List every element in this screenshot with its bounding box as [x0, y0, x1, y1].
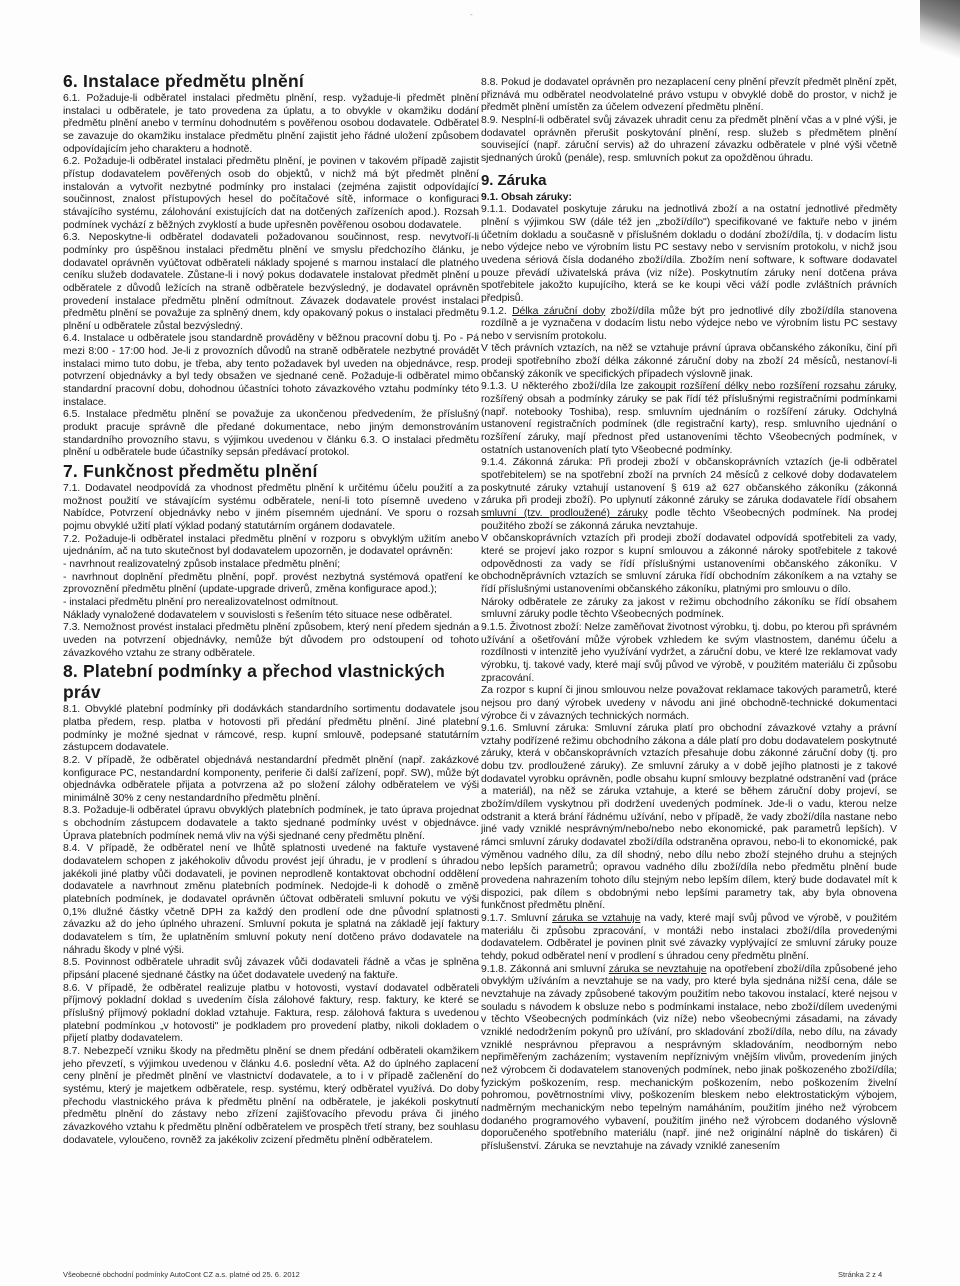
section-6-heading: 6. Instalace předmětu plnění	[63, 71, 304, 91]
section-7-heading: 7. Funkčnost předmětu plnění	[63, 461, 318, 482]
section-9-heading: 9. Záruka	[481, 171, 547, 189]
paragraph-6-3: 6.3. Neposkytne-li odběratel dodavateli požadovanou součinnost, resp. nevytvoří-li podmínky pro úspěšnou instalaci předmětu plnění ve smyslu předchozího článku, je dodavatel oprávněn vyúčtovat odběrateli náklady spojené s marnou instalací dle platného ceníku služeb dodavatele. Zůstane-li i nový pokus dodavatele instalovat předmět plnění u odběratele z důvodů ležících na straně odběratele bezvýsledný, je dodavatel oprávněn provedení instalace předmětu plnění odmítnout. Závazek dodavatele provést instalaci předmětu plnění se považuje za splněný dnem, kdy opakovaný pokus o instalaci předmětu plnění u odběratele zůstal bezvýsledný.	[63, 232, 479, 332]
paragraph-6-1: 6.1. Požaduje-li odběratel instalaci předmětu plnění, resp. vyžaduje-li předmět plnění instalaci u odběratele, je tato provedena za úplatu, a to obvykle v okamžiku dodání předmětu plnění anebo v termínu dohodnutém s pověřenou osobou dodavatele. Odběratel se zavazuje do okamžiku instalace předmětu plnění zajistit jeho řádné uložení způsobem odpovídajícím jeho charakteru a hodnotě.	[63, 93, 479, 155]
paragraph-8-9: 8.9. Nesplní-li odběratel svůj závazek uhradit cenu za předmět plnění včas a v plné výši, je dodavatel oprávněn přerušit poskytování plnění, resp. služeb s předmětem plnění související (např. záruční servis) až do uhrazení závazku odběratele v plné výši včetně sjednaných úroků (penále), resp. smluvních pokut za opožděnou úhradu.	[481, 114, 897, 164]
scan-shadow	[920, 0, 960, 60]
paragraph-7-3: 7.3. Nemožnost provést instalaci předmětu plnění způsobem, který není předem sjednán a uveden na potvrzení objednávky, nemůže být důvodem pro odstoupení od tohoto závazkového vztahu ze strany odběratele.	[63, 622, 479, 659]
paragraph-9-1-3	[481, 381, 897, 457]
paragraph-9-1-2-text: zboží/díla může být pro jednotlivé díly zboží/díla stanovena rozdílně a je vyznačena v dodacím listu nebo výdejce nebo ve výrobním listu PC sestavy nebo v servisním protokolu.	[481, 305, 897, 342]
footer-document-title: Všeobecné obchodní podmínky AutoCont CZ a.s. platné od 25. 6. 2012	[63, 1270, 300, 1279]
paragraph-6-2: 6.2. Požaduje-li odběratel instalaci předmětu plnění, je povinen v takovém případě zajistit přístup dodavatelem pověřených osob do objektů, v nichž má být předmět plnění instalován a vytvořit nezbytné podmínky pro instalaci (zejména zajistit odpovídající součinnost, znalost přístupových hesel do počítačové sítě, informace o konfiguraci stávajícího systému, zálohování existujících dat na dotčených zařízeních apod.). Rozsah podmínek vychází z běžných zvyklostí a bude upřesněn pověřenou osobou dodavatele.	[63, 156, 479, 231]
footer-page-number: Stránka 2 z 4	[838, 1270, 883, 1279]
paragraph-9-1-8-underlined: záruka se nevztahuje	[608, 963, 707, 975]
paragraph-7-2: 7.2. Požaduje-li odběratel instalaci předmětu plnění v rozporu s obvyklým užitím anebo ujednáním, ač na tuto skutečnost byl dodavatelem upozorněn, je dodavatel oprávněn:	[63, 533, 479, 558]
paragraph-8-6: 8.6. V případě, že odběratel realizuje platbu v hotovosti, vystaví dodavatel odběrateli příjmový pokladní doklad s uvedením čísla zálohové faktury, resp. faktury, ke které se příslušný příjmový pokladní doklad vztahuje. Faktura, resp. zálohová faktura s uvedenou platební podmínkou „v hotovosti" je podkladem pro provedení platby, nikoli dokladem o přijetí platby dodavatelem.	[63, 982, 479, 1045]
paragraph-8-5: 8.5. Povinnost odběratele uhradit svůj závazek vůči dodavateli řádně a včas je splněna připsání placené sjednané částky na účet dodavatele uvedený na faktuře.	[63, 957, 479, 981]
right-column	[481, 77, 897, 1153]
paragraph-7-1: 7.1. Dodavatel neodpovídá za vhodnost předmětu plnění k určitému účelu použití a za možnost použití ve stávajícím systému odběratele, není-li toto písemně uvedeno v Nabídce, Potvrzení objednávky nebo v jiném písemném ujednání. Ve sporu o rozsah pojmu obvyklé užití platí výklad podaný statutárním orgánem dodavatele.	[63, 483, 479, 532]
paragraph-8-1: 8.1. Obvyklé platební podmínky při dodávkách standardního sortimentu dodavatele jsou platba předem, resp. platba v hotovosti při předání předmětu plnění. Jiné platební podmínky je možné sjednat v rámcové, resp. kupní smlouvě, podepsané statutárním zástupcem dodavatele.	[63, 704, 479, 754]
paragraph-9-1-7-number: 9.1.7. Smluvní	[481, 913, 553, 924]
paragraph-9-1-4-number: 9.1.4. Zákonná záruka: Při prodeji zboží v občanskoprávních vztazích (je-li odběratel spotřebitelem) se na spotřební zboží na prvních 24 měsíců z celkové doby dodavatelem poskytnuté záruky vztahují ustanovení § 619 až 627 občanského zákoníku (zákonná záruka při prodeji zboží). Po uplynutí zákonné záruky se záruka dodavatele řídí obsahem	[481, 457, 897, 507]
paragraph-9-1-4-c: Nároky odběratele ze záruky za jakost v režimu obchodního zákoníku se řídí obsahem smluvní záruky podle těchto Všeobecných podmínek.	[481, 596, 897, 621]
paragraph-8-2: 8.2. V případě, že odběratel objednává nestandardní předmět plnění (např. zakázkové konfigurace PC, nestandardní komponenty, periferie či další zařízení, popř. SW), může být objednávka odběratele přijata a potvrzena až po složení zálohy odběratelem ve výši minimálně 30% z ceny nestandardního předmětu plnění.	[63, 754, 479, 804]
paragraph-9-1-5: 9.1.5. Životnost zboží: Nelze zaměňovat životnost výrobku, tj. dobu, po kterou při správném užívání a ošetřování může výrobek vzhledem ke svým vlastnostem, danému účelu a rozdílnosti v intenzitě jeho využívání vydržet, a záruční dobu, ve které lze reklamovat vady výrobku, tj. takové vady, které mají svůj původ ve výrobě, v použitém materiálu či způsobu zpracování.	[481, 621, 897, 684]
paragraph-8-7: 8.7. Nebezpečí vzniku škody na předmětu plnění se dnem předání odběrateli okamžikem jeho převzetí, s výjimkou uvedenou v článku 4.6. poslední věta. Až do úplného zaplacení ceny plnění je předmět plnění ve vlastnictví dodavatele, a to i v případě začlenění do systému, který je majetkem odběratele, resp. systému, který odběratel využívá. Do doby přechodu vlastnického práva k předmětu plnění na odběratele, je jakékoli poskytnutí předmětu plnění do zástavy nebo zřízení zajišťovacího převodu práva či jiného závazkového vztahu k předmětu plnění odběratelem ve prospěch třetí strany, bez souhlasu dodavatele, vyloučeno, rovněž za jakékoliv zcizení předmětu plnění odběratelem.	[63, 1045, 479, 1146]
paragraph-9-1-4-b: V občanskoprávních vztazích při prodeji zboží dodavatel odpovídá spotřebiteli za vady, které se projeví jako rozpor s kupní smlouvou a zákonné nároky spotřebitele z takové odpovědnosti za vady se řídí příslušnými ustanoveními občanského zákoníku. V obchodněprávních vztazích se smluvní záruka řídí obchodním zákoníkem a na vztahy se řídí příslušnými ustanoveními občanského zákoníku, platnými pro smlouvu o dílo.	[481, 533, 897, 595]
paragraph-9-1-3-underlined: zakoupit rozšíření délky nebo rozšíření rozsahu záruky	[637, 381, 895, 393]
paragraph-9-1-3-number: 9.1.3. U některého zboží/díla lze	[481, 381, 638, 393]
paragraph-8-8: 8.8. Pokud je dodavatel oprávněn pro nezaplacení ceny plnění převzít předmět plnění zpět, přiznává mu odběratel neodvolatelné právo vstupu v obvyklé době do prostor, v nichž je předmět plnění umístěn za účelem odvezení předmětu plnění.	[481, 77, 897, 114]
paragraph-9-1-4	[481, 457, 897, 533]
paragraph-7-2-c: - instalaci předmětu plnění pro nerealizovatelnost odmítnout.	[63, 596, 339, 608]
paragraph-9-1-5-b: Za rozpor s kupní či jinou smlouvou nelze považovat reklamace takových parametrů, které nejsou pro daný výrobek uvedeny v návodu ani jiné obchodně-technické dokumentaci výrobce či v závazných technických normách.	[481, 685, 897, 722]
paragraph-7-2-d: Náklady vynaložené dodavatelem v souvislosti s řešením této situace nese odběratel.	[63, 609, 453, 621]
paragraph-9-1-8-number: 9.1.8. Zákonná ani smluvní	[481, 963, 609, 975]
paragraph-9-1-4-text: podle těchto Všeobecných podmínek. Na prodej použitého zboží se zákonná záruka nevztahuje.	[481, 508, 897, 532]
paragraph-9-1-8	[481, 964, 897, 1154]
paragraph-9-1-2	[481, 306, 897, 344]
paragraph-7-2-a: - navrhnout realizovatelný způsob instalace předmětu plnění;	[63, 558, 341, 570]
paragraph-9-1-4-underlined: smluvní (tzv. prodloužené) záruky	[481, 508, 648, 519]
paragraph-8-3: 8.3. Požaduje-li odběratel úpravu obvyklých platebních podmínek, je tato úprava projednat s obchodním zástupcem dodavatele a takto sjednané podmínky uvést v objednávce. Úprava platebních podmínek nemá vliv na výši sjednané ceny předmětu plnění.	[63, 805, 479, 842]
paragraph-8-4: 8.4. V případě, že odběratel není ve lhůtě splatnosti uvedené na faktuře vystavené dodavatelem schopen z jakéhokoliv důvodu provést její úhradu, je v prodlení s úhradou jakékoli jiné platby vůči dodavateli, je povinen neprodleně kontaktovat obchodní oddělení dodavatele a navrhnout změnu platebních podmínek. Nedojde-li k dohodě o změně platebních podmínek, je dodavatel oprávněn účtovat odběrateli smluvní pokutu ve výši 0,1% dlužné částky včetně DPH za každý den prodlení ode dne původní splatnosti závazku až do jeho úplného uhrazení. Smluvní pokuta je splatná na základě její faktury dodavatelem s tím, že uplatněním smluvní pokuty není dotčeno právo dodavatele na náhradu škody v plné výši.	[63, 843, 479, 956]
paragraph-7-2-b: - navrhnout doplnění předmětu plnění, popř. provést nezbytná systémová opatření ke zprovoznění předmětu plnění (update-upgrade driverů, změna konfigurace apod.);	[63, 571, 479, 596]
paragraph-9-1-2-number: 9.1.2.	[481, 305, 513, 317]
paragraph-6-4: 6.4. Instalace u odběratele jsou standardně prováděny v běžnou pracovní dobu tj. Po - Pá mezi 8:00 - 17:00 hod. Je-li z provozních důvodů na straně odběratele nezbytné provádět instalaci mimo tuto dobu, je třeba, aby tento požadavek byl uveden na objednávce, resp. potvrzení objednávky a byl tedy obsažen ve sjednané ceně. Požaduje-li odběratel mimo standardní pracovní dobu, dohodnou účastníci tohoto závazkového vztahu podmínky této instalace.	[63, 333, 479, 408]
paragraph-9-1-8-text: na opotřebení zboží/díla způsobené jeho obvyklým užíváním a nevztahuje se na vady, pro které byla sjednána nižší cena, dále se nevztahuje na závady způsobené takovým použitím nebo takovou instalací, které nejsou v souladu s návodem k obsluze nebo s podmínkami instalace, nebo zboží/dílem uvedenými v těchto Všeobecných podmínkách (viz níže) nebo všeobecnými zásadami, na závady vzniklé nedodržením pokynů pro užívání, pro skladování zboží/díla, nebo dílu, na závady vzniklé nesprávnou přepravou a nesprávným skladováním, neodborným nebo nepřiměřeným zacházením; vystavením nepříznivým vnějším vlivům, provedením jiných než výrobcem či dodavatelem stanovených podmínek, nebo jinak poškozeného zboží/díla; fyzickým poškozením, resp. mechanickým poškozením, nebo poškozením živelní pohromou, povětrnostními vlivy, poškozením bleskem nebo elektrostatickým výbojem, nadměrným mechanickým nebo tepelným namáháním, použitím jiného než výrobcem dodaného programového vybavení, použitím jiného než výrobcem dodaného výslovně doporučeného spotřebního materiálu (např. jiné než originální náplně do tiskáren) či příslušenství. Záruka se nevztahuje na závady vzniklé zanesením	[481, 963, 898, 1152]
paragraph-9-1-1: 9.1.1. Dodavatel poskytuje záruku na jednotlivá zboží a na ostatní jednotlivé předměty plnění s výjimkou SW (dále též jen „zboží/dílo") specifikované ve faktuře nebo v jiném účetním dokladu a současně v příslušném dokladu o dodání zboží/díla, tj. v dodacím listu nebo výdejce nebo ve výrobním listu PC sestavy nebo v servisním protokolu, v nichž jsou uvedena sériová čísla dodaného zboží/díla. Zbožím není software, k software dodavatel pouze převádí uživatelská práva (viz níže). Poskytnutím záruky není dotčena práva spotřebitele jakožto kupujícího, která se ke koupi věci váží podle zvláštních právních předpisů.	[481, 204, 897, 304]
paragraph-9-1-3-text: , rozšířený obsah a podmínky záruky se pak řídí též příslušnými registračními podmínkami (např. notebooky Toshiba), resp. smluvním ujednáním o rozšíření záruky. Odchylná ustanovení registračních podmínek (dle registrační karty), resp. smluvního ujednání o rozšíření záruky, mají přednost před ustanoveními těchto Všeobecných podmínek, v ostatních ustanoveních platí tyto Všeobecné podmínky.	[481, 381, 897, 456]
section-8-heading: 8. Platební podmínky a přechod vlastnických práv	[63, 661, 446, 703]
scan-mark: -	[470, 10, 473, 19]
paragraph-9-1-7-text: na vady, které mají svůj původ ve výrobě, v použitém materiálu či způsobu zpracování, v montáži nebo instalaci zboží/díla provedenými dodavatelem. Odběratel je povinen plnit své závazky vyplývající ze smluvní záruky pouze tehdy, pokud odběratel není v prodlení s úhradou ceny předmětu plnění.	[481, 913, 897, 962]
subsection-9-1-heading: 9.1. Obsah záruky:	[481, 191, 572, 203]
paragraph-9-1-7	[481, 913, 897, 964]
paragraph-9-1-2-b: V těch právních vztazích, na něž se vztahuje právní úprava občanského zákoníku, činí při prodeji spotřebního zboží délka zákonné záruční doby na zboží 24 měsíců, nestanoví-li občanský zákoník ve specifických případech výslovně jinak.	[481, 343, 897, 380]
paragraph-9-1-2-underlined: Délka záruční doby	[512, 305, 606, 317]
paragraph-9-1-6: 9.1.6. Smluvní záruka: Smluvní záruka platí pro obchodní závazkové vztahy a právní vztahy podřízené režimu obchodního zákona a dále platí pro dobu dodavatelem poskytnuté záruky, která v občanskoprávních vztazích přesahuje dobu zákonné záruční doby (tj. pro dobu tzv. prodloužené záruky). Ze smluvní záruky a v době jejího platnosti je z takové dodavatel vyrobku oprávněn, podle obsahu kupní smlouvy bezplatné odstranění vad (práce a materiál), na něž se záruka vztahuje, a které se během záruční doby projeví, se zbožím/dílem vyskytnou při dodržení uvedených podmínek. Jde-li o vadu, kterou nelze odstranit a která brání řádnému užívání, nebo v případě, že vady zboží/díla nastane nebo jiné vady vzniklé nesprávným/nebo/nebo nebo ekonomické, pak parametrů lepších). V rámci smluvní záruky dodavatel zboží/díla odstraněna opravou, nebo-li to ekonomické, pak výměnou vadného dílu, za díl shodný, nebo dílu nebo zboží stejného druhu a stejných nebo lepších parametrů; opravou vadného dílu zboží/díla nebo předmětu plnění bude provedena nahrazením tohoto dílu stejným nebo lepším dílem, který bude dodavatel mít k dispozici, pak dílem s obdobnými nebo lepšími parametry tak, aby byla obnovena funkčnost předmětu plnění.	[481, 723, 897, 912]
paragraph-9-1-7-underlined: záruka se vztahuje	[552, 913, 641, 924]
left-column	[63, 70, 479, 1147]
paragraph-6-5: 6.5. Instalace předmětu plnění se považuje za ukončenou předvedením, že příslušný produkt pracuje správně dle předané dokumentace, nebo jiným demonstrováním standardního provozního stavu, s výjimkou uvedenou v článku 6.3. O instalaci předmětu plnění u odběratele bude účastníky sepsán předávací protokol.	[63, 409, 479, 459]
